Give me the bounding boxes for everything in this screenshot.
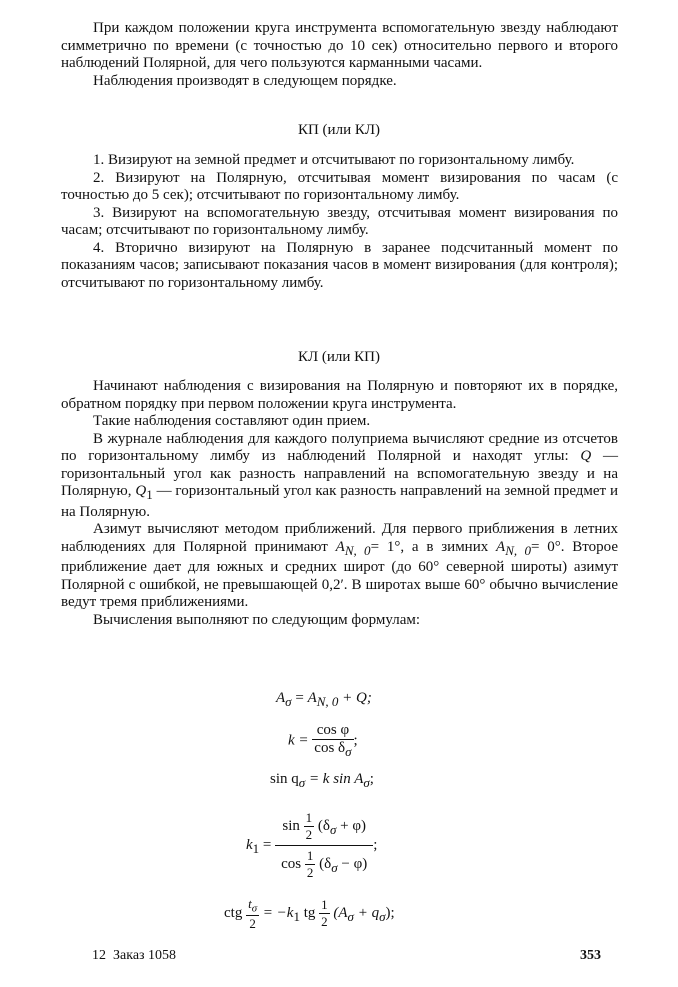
footer-order-number: 12 Заказ 1058 [92,948,177,963]
body-paragraph-2: Такие наблюдения составляют один прием. [93,413,371,429]
step-4: 4. Вторично визируют на Полярную в заранее подсчитанный момент по показаниям часов; записывают показания часов в момент визирования (для контроля); отсчитывают по горизонтальному лимбу. [61,239,618,291]
fraction-k: $\frac{\text{cos φ}}{\cos \delta_\sigma}$ [314,722,352,759]
formula-azimuth: $A_\sigma = A_{N, 0} + Q$; [276,690,372,709]
body-block [61,378,618,629]
body-paragraph-5: Вычисления выполняют по следующим формулам: [93,611,421,628]
intro-paragraph-2: Наблюдения производят в следующем порядке. [93,72,397,89]
formula-ctg: ctg $\frac{t_\sigma}{2}$ = $-k_1$ tg $\frac{1}{2}$ $(A_\sigma + q_\sigma)$; [224,896,395,931]
body-paragraph-4: Азимут вычисляют методом приближений. Для первого приближения в летних наблюдениях для Полярной принимают $A_{N, 0}= 1^\circ$, а в зимних $A_{N, 0}= 0^\circ$. Второе приближение дает для южных и средних широт (до 60° северной широты) азимут Полярной с ошибкой, не превышающей 0,2′. В широтах выше 60° обычно вычисление ведут тремя приближениями. [61,521,618,610]
steps-list [61,152,618,292]
formula-k1: $k_1$ = sin $\frac{1}{2}$ $(\delta_\sigma + \varphi)$ cos $\frac{1}{2}$ $(\delta_\sigma - \varphi)$ ; [246,808,377,883]
step-1: 1. Визируют на земной предмет и отсчитывают по горизонтальному лимбу. [93,152,575,168]
body-paragraph-1: Начинают наблюдения с визирования на Полярную и повторяют их в порядке, обратном порядку при первом положении круга инструмента. [61,378,618,412]
step-2: 2. Визируют на Полярную, отсчитывая момент визирования по часам (с точностью до 5 сек); отсчитывают по горизонтальному лимбу. [61,169,618,203]
step-3: 3. Визируют на вспомогательную звезду, отсчитывая момент визирования по часам; отсчитывают по горизонтальному лимбу. [61,204,618,238]
section-heading-kp: КП (или КЛ) [297,122,381,138]
formula-sin-q: $\sin q_\sigma = k$ $\sin A_\sigma$; [270,771,374,790]
fraction-t-half: $\frac{t_\sigma}{2}$ [248,896,258,931]
intro-paragraph-1: При каждом положении круга инструмента вспомогательную звезду наблюдают симметрично по времени (с точностью до 10 сек) относительно первого и второго наблюдений Полярной, для чего пользуются карманными часами. [61,20,618,71]
intro-block [61,20,618,90]
body-paragraph-3: В журнале наблюдения для каждого полуприема вычисляют средние из отсчетов по горизонтальному лимбу из наблюдений Полярной и находят углы: Q — горизонтальный угол как разность направлений на вспомогательную звезду и на Полярную, $Q_1$ — горизонтальный угол как разность направлений на земной предмет и на Полярную. [61,430,619,520]
section-heading-kl: КЛ (или КП) [297,349,381,365]
fraction-k1: sin $\frac{1}{2}$ $(\delta_\sigma + \varphi)$ cos $\frac{1}{2}$ $(\delta_\sigma - \varphi)$ [275,808,373,883]
formula-k: k = $\frac{\text{cos φ}}{\cos \delta_\sigma}$ ; [288,722,358,759]
page-number: 353 [580,948,601,963]
